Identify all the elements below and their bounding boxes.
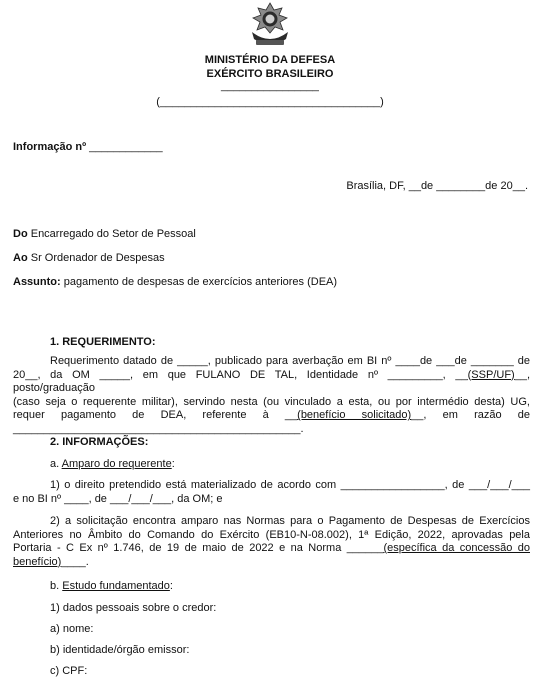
item2-line4: benefício)____. — [13, 555, 89, 568]
subject-line — [13, 276, 337, 288]
doc-number-blank: ____________ — [89, 141, 163, 153]
to-line — [13, 252, 165, 264]
section1-line5: _______________________________________________. — [13, 422, 304, 435]
section1-line2: 20__, da OM _____, em que FULANO DE TAL, Identidade nº _________, __(SSP/UF)__, posto/graduação — [13, 368, 530, 395]
unit-line: (____________________________________) — [156, 96, 384, 108]
section1-paragraph — [13, 355, 530, 437]
benefit-field: (benefício solicitado) — [297, 409, 412, 422]
to-text: Sr Ordenador de Despesas — [27, 252, 165, 264]
subject-text: pagamento de despesas de exercícios anteriores (DEA) — [60, 276, 338, 288]
subsection-b-title: b. Estudo fundamentado: — [50, 580, 173, 592]
section1-line4: requer pagamento de DEA, referente à __(benefício solicitado)__, em razão de — [13, 409, 530, 422]
item2-line2: Anteriores no Âmbito do Comando do Exército (EB10-N-08.002), 1ª Edição, 2022, aprovadas pela — [13, 528, 530, 541]
coat-of-arms-icon — [249, 2, 291, 48]
from-label: Do — [13, 228, 28, 240]
subsection-a-title: a. Amparo do requerente: — [50, 458, 175, 470]
doc-number-label: Informação nº — [13, 141, 87, 153]
item1-line1: 1) o direito pretendido está materializado de acordo com _________________, de ___/___/___ — [50, 479, 530, 491]
item2-line3: Portaria - C Ex nº 1.746, de 19 de maio de 2022 e na Norma ______(específica da concessão do — [13, 542, 530, 555]
item2-paragraph — [13, 515, 530, 569]
item-b-b: b) identidade/órgão emissor: — [50, 644, 190, 656]
army-title: EXÉRCITO BRASILEIRO — [206, 68, 334, 80]
subject-label: Assunto: — [13, 276, 61, 288]
item-b-a: a) nome: — [50, 623, 94, 635]
section2-heading: 2. INFORMAÇÕES: — [50, 436, 149, 448]
ministry-title: MINISTÉRIO DA DEFESA — [204, 54, 336, 66]
item2-line1: 2) a solicitação encontra amparo nas Normas para o Pagamento de Despesas de Exercícios — [50, 515, 530, 527]
from-line — [13, 228, 196, 240]
place-date: Brasília, DF, __de ________de 20__. — [346, 180, 528, 192]
to-label: Ao — [13, 252, 28, 264]
from-text: Encarregado do Setor de Pessoal — [27, 228, 196, 240]
section1-line1: Requerimento datado de _____, publicado para averbação em BI nº ____de ___de _______ de — [50, 355, 530, 367]
ssp-uf-field: (SSP/UF) — [467, 368, 515, 381]
header-blank-line: ________________ — [221, 80, 319, 92]
item1-paragraph — [13, 479, 530, 506]
item-b-c: c) CPF: — [50, 665, 88, 677]
item-b1: 1) dados pessoais sobre o credor: — [50, 602, 217, 614]
section1-heading: 1. REQUERIMENTO: — [50, 336, 156, 348]
section1-line3: (caso seja o requerente militar), servindo nesta (ou vinculado a esta, ou por intermédio desta) UG, — [13, 395, 530, 408]
item1-line2: e no BI nº ____, de ___/___/___, da OM; e — [13, 492, 223, 505]
doc-number — [13, 141, 163, 153]
